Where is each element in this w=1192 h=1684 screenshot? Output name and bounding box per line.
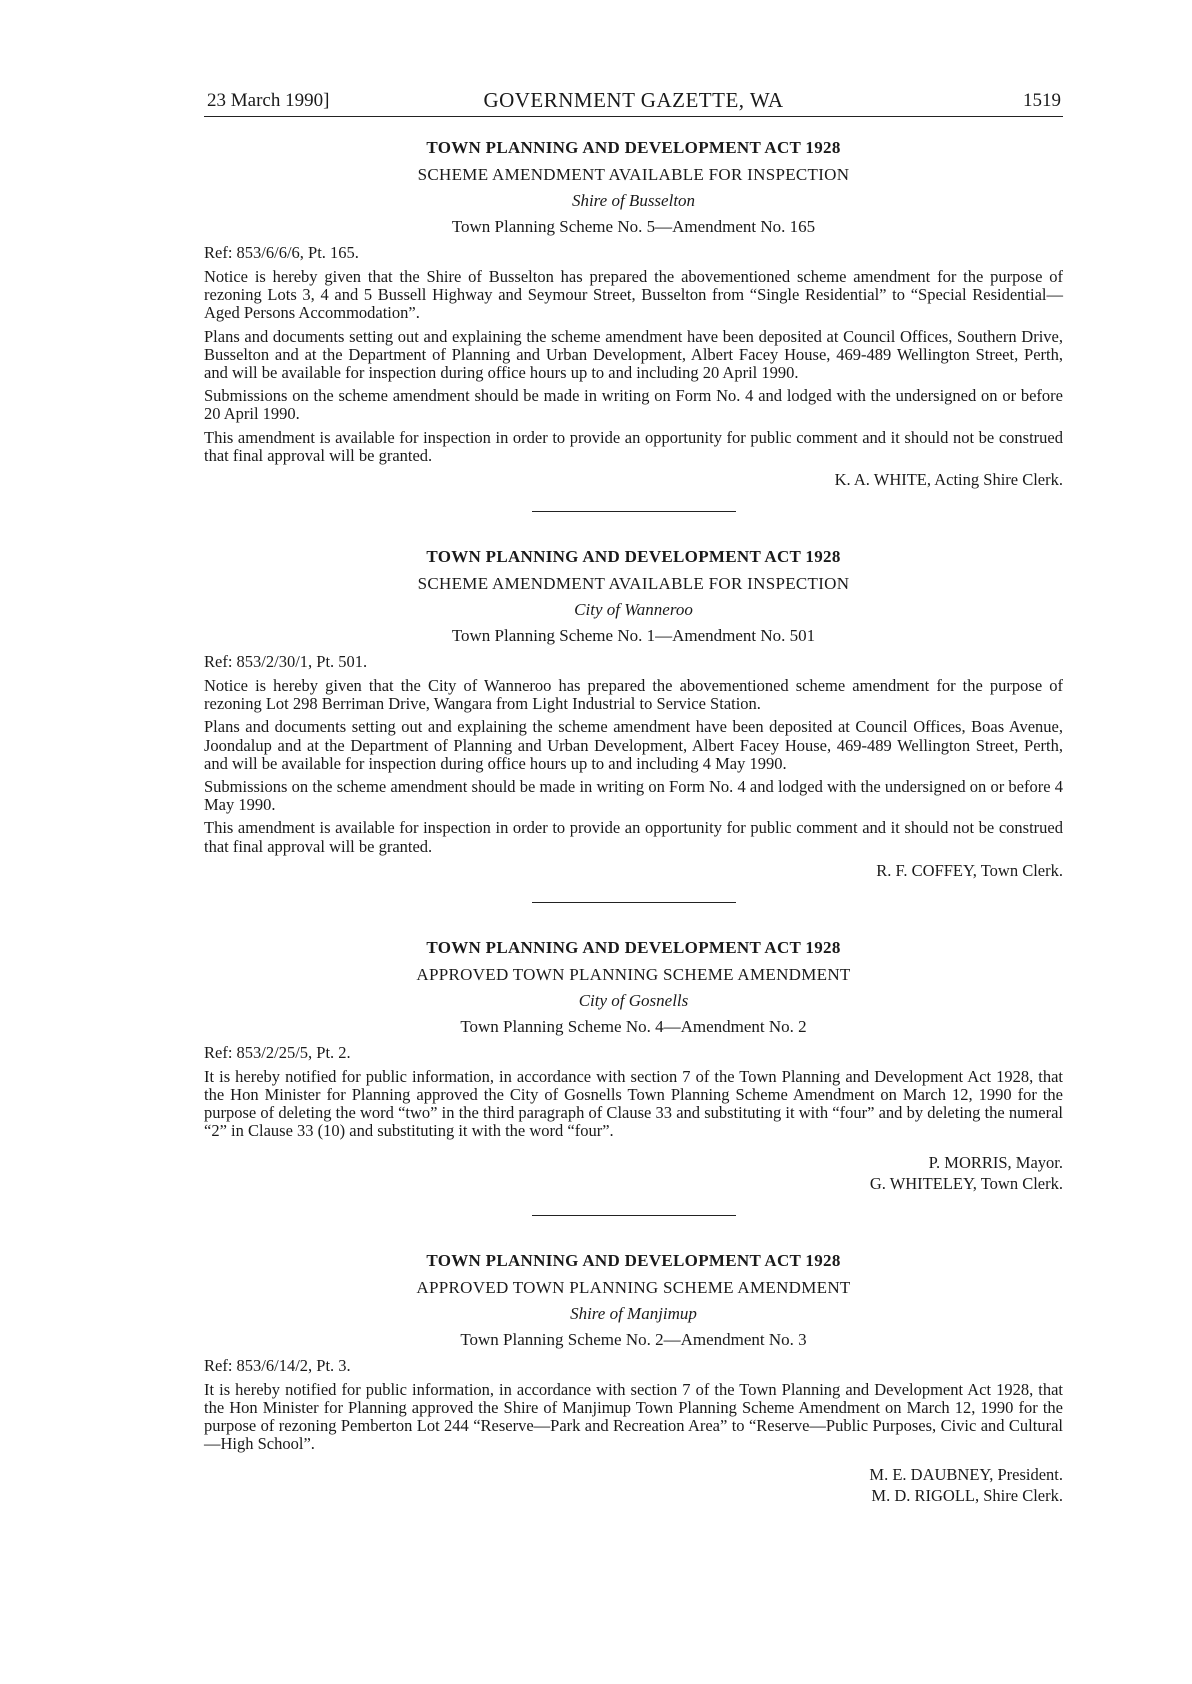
notice-signature: P. MORRIS, Mayor.: [928, 1152, 1063, 1172]
section-divider: [532, 902, 736, 903]
notice-act-title: TOWN PLANNING AND DEVELOPMENT ACT 1928: [426, 1250, 841, 1270]
notice-paragraph: This amendment is available for inspection in order to provide an opportunity for public comment and it should not be construed that final approval will be granted.: [204, 818, 1063, 856]
notice-act-title: TOWN PLANNING AND DEVELOPMENT ACT 1928: [426, 138, 841, 157]
notice-scheme: Town Planning Scheme No. 4—Amendment No. 2: [460, 1016, 807, 1036]
header-page-number: 1519: [1023, 90, 1061, 111]
notice-signature: M. E. DAUBNEY, President.: [869, 1465, 1063, 1485]
notice-signature: G. WHITELEY, Town Clerk.: [869, 1173, 1063, 1193]
notice-subtitle: APPROVED TOWN PLANNING SCHEME AMENDMENT: [416, 1277, 851, 1297]
notice-paragraph: Submissions on the scheme amendment should be made in writing on Form No. 4 and lodged with the undersigned on or before 20 April 1990.: [204, 386, 1063, 424]
header-title: GOVERNMENT GAZETTE, WA: [483, 88, 784, 112]
notice-authority: City of Gosnells: [578, 990, 689, 1010]
notice-wanneroo: [204, 546, 1063, 880]
notice-gosnells: [204, 937, 1063, 1193]
notice-scheme: Town Planning Scheme No. 2—Amendment No. 3: [460, 1329, 807, 1349]
notice-subtitle: SCHEME AMENDMENT AVAILABLE FOR INSPECTION: [417, 165, 850, 184]
notice-paragraph: It is hereby notified for public information, in accordance with section 7 of the Town Planning and Development Act 1928, that the Hon Minister for Planning approved the City of Gosnells Town Planning Scheme Amendment on March 12, 1990 for the purpose of deleting the word “two” in the third paragraph of Clause 33 and substituting it with “four” and by deleting the numeral “2” in Clause 33 (10) and substituting it with the word “four”.: [204, 1066, 1063, 1141]
notice-subtitle: APPROVED TOWN PLANNING SCHEME AMENDMENT: [416, 964, 851, 984]
notice-paragraph: Plans and documents setting out and explaining the scheme amendment have been deposited at Council Offices, Boas Avenue, Joondalup and at the Department of Planning and Urban Development, Albert Facey House, 469-489 Wellington Street, Perth, and will be available for inspection during office hours up to and including 4 May 1990.: [204, 717, 1063, 773]
notice-paragraph: This amendment is available for inspection in order to provide an opportunity for public comment and it should not be construed that final approval will be granted.: [204, 427, 1063, 465]
notice-subtitle: SCHEME AMENDMENT AVAILABLE FOR INSPECTION: [417, 574, 850, 594]
notice-authority: City of Wanneroo: [574, 600, 693, 620]
notice-ref: Ref: 853/6/6/6, Pt. 165.: [204, 243, 359, 262]
notice-ref: Ref: 853/6/14/2, Pt. 3.: [204, 1355, 351, 1375]
notice-paragraph: Notice is hereby given that the Shire of Busselton has prepared the abovementioned scheme amendment for the purpose of rezoning Lots 3, 4 and 5 Bussell Highway and Seymour Street, Busselton from “Single Residential” to “Special Residential—Aged Persons Accommodation”.: [204, 267, 1063, 323]
notice-authority: Shire of Manjimup: [570, 1303, 697, 1323]
notice-busselton: [204, 137, 1063, 489]
notice-signature: M. D. RIGOLL, Shire Clerk.: [871, 1486, 1063, 1506]
notice-scheme: Town Planning Scheme No. 1—Amendment No. 501: [451, 626, 816, 646]
notice-signature: R. F. COFFEY, Town Clerk.: [876, 860, 1063, 880]
section-divider: [532, 511, 736, 512]
notice-scheme: Town Planning Scheme No. 5—Amendment No. 165: [451, 217, 816, 236]
notice-act-title: TOWN PLANNING AND DEVELOPMENT ACT 1928: [426, 547, 841, 567]
notice-paragraph: It is hereby notified for public information, in accordance with section 7 of the Town Planning and Development Act 1928, that the Hon Minister for Planning approved the Shire of Manjimup Town Planning Scheme Amendment on March 12, 1990 for the purpose of rezoning Pemberton Lot 244 “Reserve—Park and Recreation Area” to “Reserve—Public Purposes, Civic and Cultural—High School”.: [204, 1379, 1063, 1454]
notice-ref: Ref: 853/2/30/1, Pt. 501.: [204, 652, 368, 672]
notice-ref: Ref: 853/2/25/5, Pt. 2.: [204, 1042, 351, 1062]
notice-paragraph: Plans and documents setting out and explaining the scheme amendment have been deposited at Council Offices, Southern Drive, Busselton and at the Department of Planning and Urban Development, Albert Facey House, 469-489 Wellington Street, Perth, and will be available for inspection during office hours up to and including 20 April 1990.: [204, 326, 1063, 383]
section-divider: [532, 1215, 736, 1216]
notice-paragraph: Notice is hereby given that the City of Wanneroo has prepared the abovementioned scheme amendment for the purpose of rezoning Lot 298 Berriman Drive, Wangara from Light Industrial to Service Station.: [204, 676, 1063, 714]
page-header: [204, 86, 1063, 117]
notice-manjimup: [204, 1250, 1063, 1506]
notice-act-title: TOWN PLANNING AND DEVELOPMENT ACT 1928: [426, 937, 841, 957]
notice-paragraph: Submissions on the scheme amendment should be made in writing on Form No. 4 and lodged with the undersigned on or before 4 May 1990.: [204, 777, 1063, 815]
notice-signature: K. A. WHITE, Acting Shire Clerk.: [834, 470, 1063, 490]
notice-authority: Shire of Busselton: [571, 191, 696, 210]
header-date: 23 March 1990]: [207, 90, 330, 111]
